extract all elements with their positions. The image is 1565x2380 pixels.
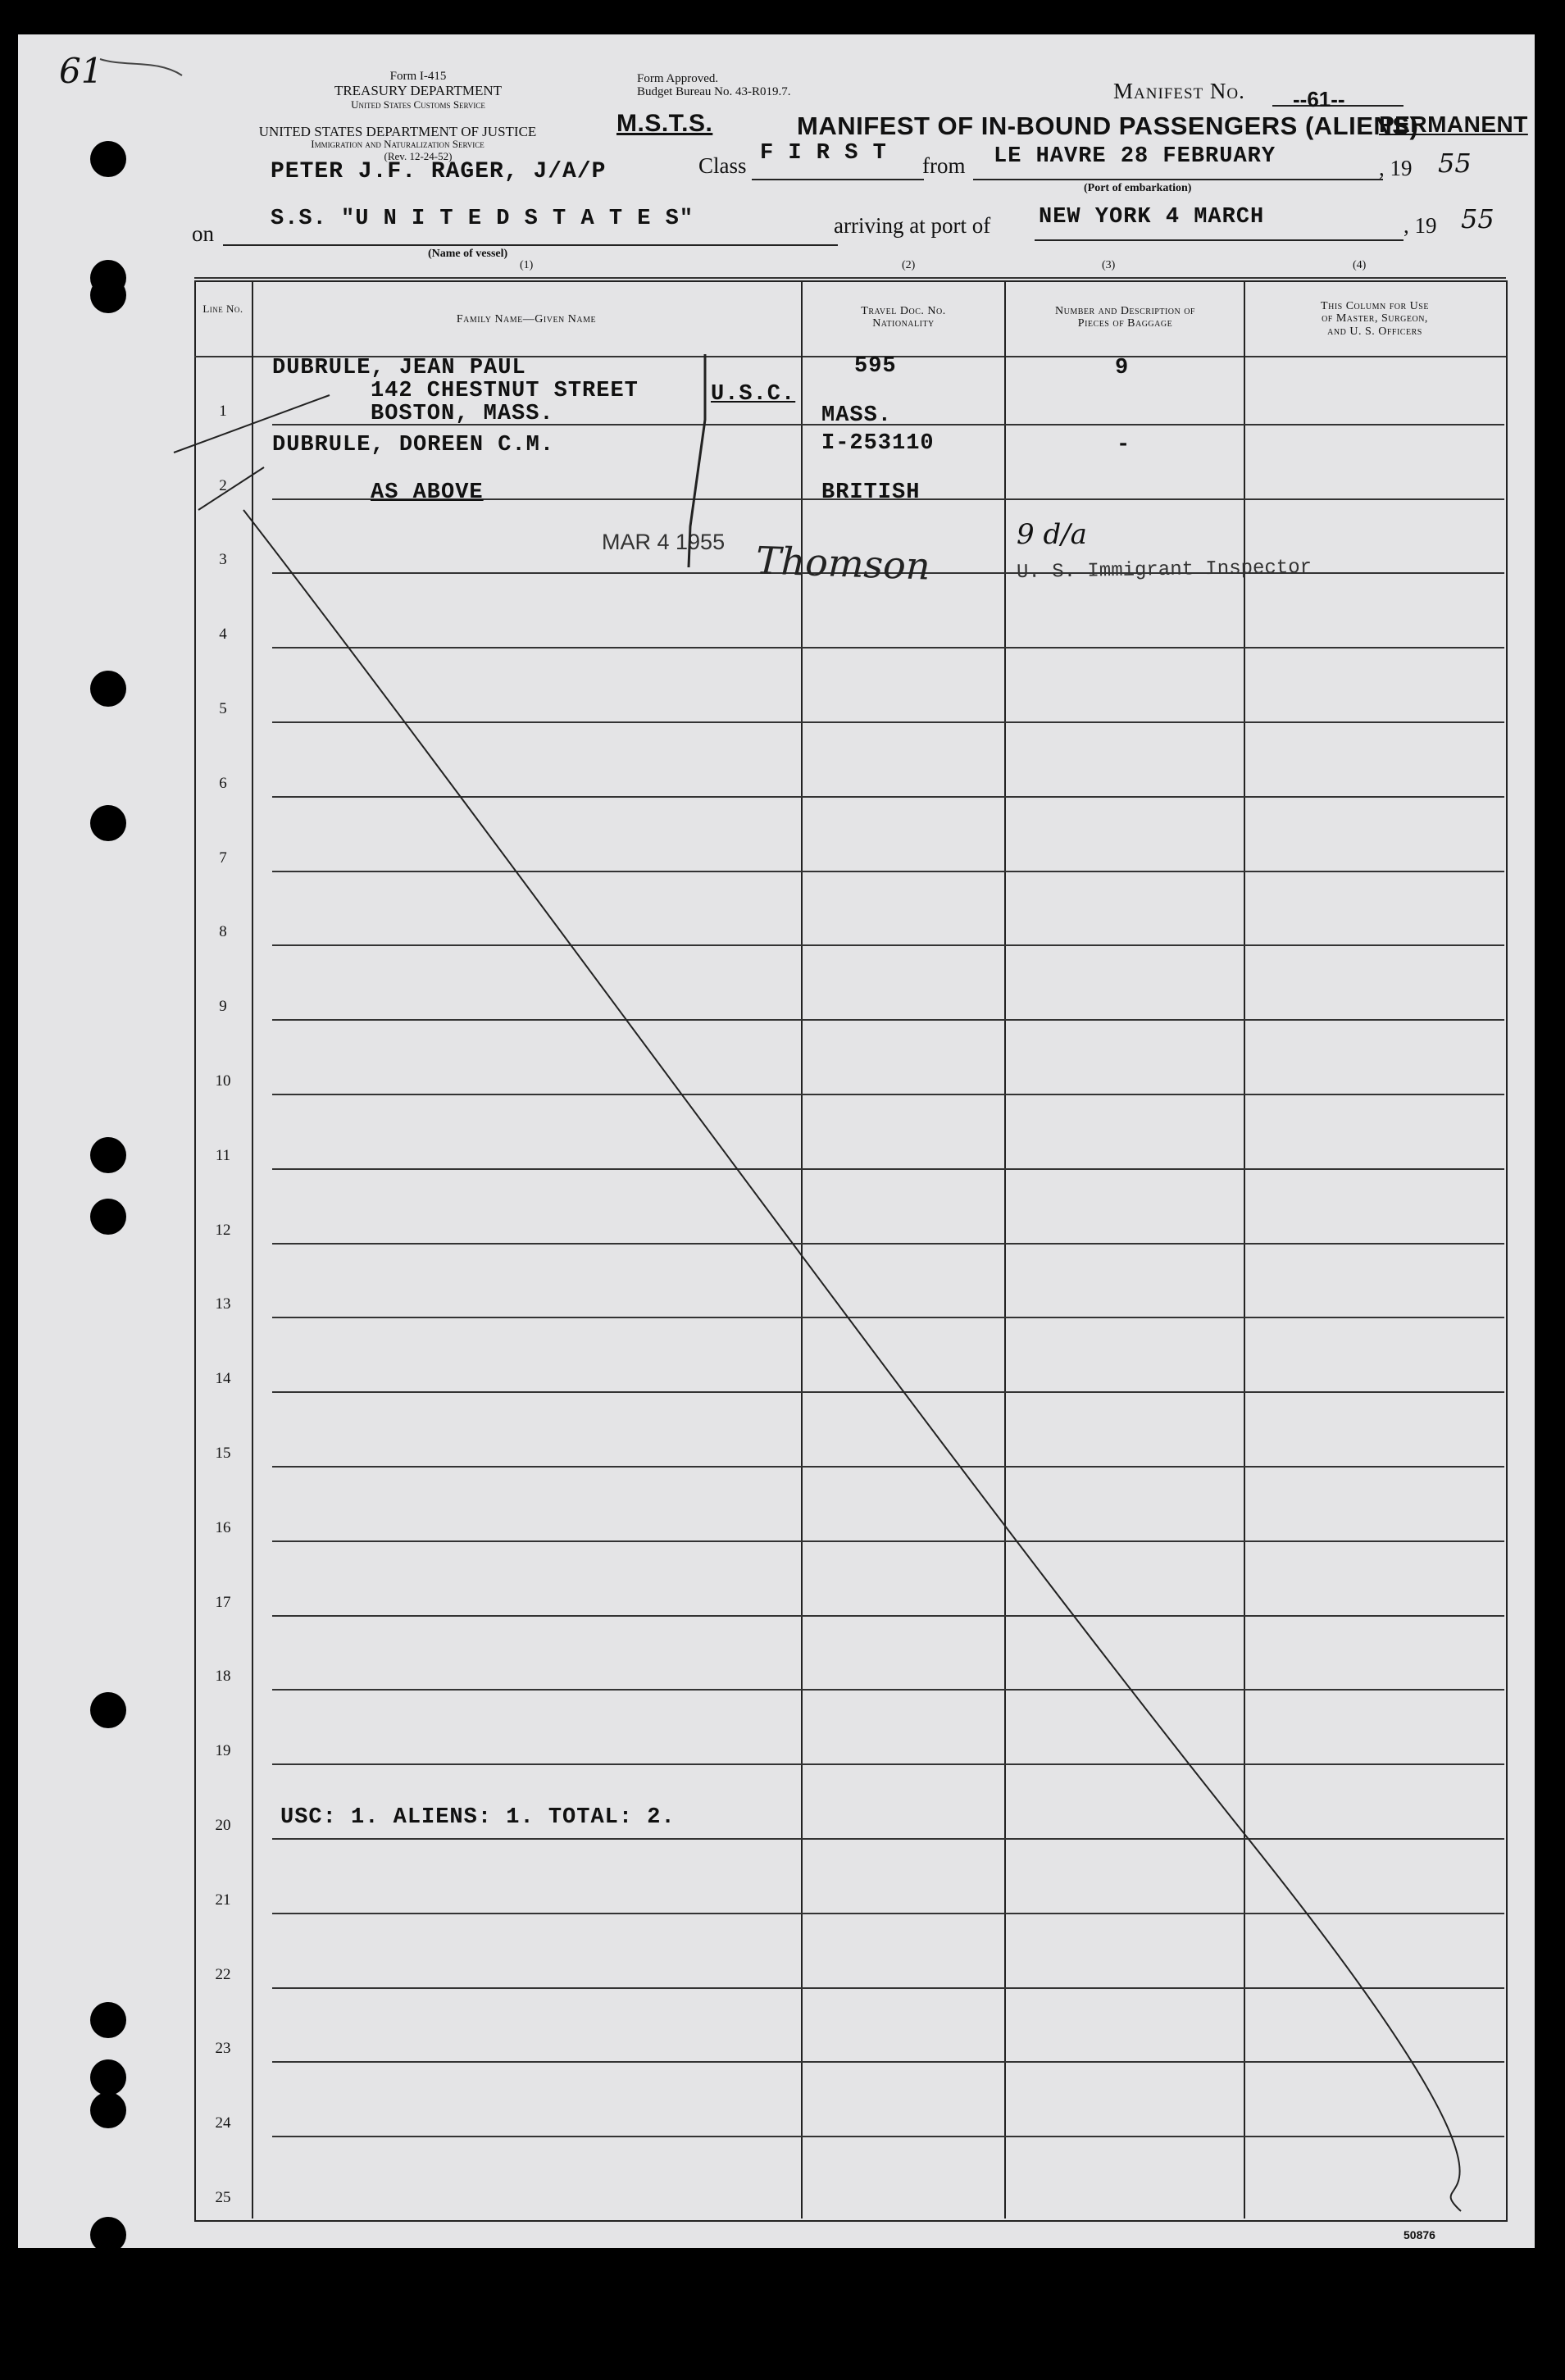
row-rule [272, 1838, 1504, 1840]
row-number: 8 [219, 923, 227, 941]
treasury-dept: TREASURY DEPARTMENT [334, 83, 503, 98]
year-prefix-2: , 19 [1403, 213, 1437, 238]
embarkation-port: LE HAVRE 28 FEBRUARY [994, 144, 1276, 169]
punch-hole [90, 2092, 126, 2128]
col-num-2: (2) [902, 259, 916, 271]
row-number: 21 [215, 1891, 231, 1909]
punch-hole [90, 2059, 126, 2096]
on-label: on [192, 221, 214, 246]
row-number: 14 [215, 1370, 231, 1388]
passenger-1-address-2: BOSTON, MASS. [371, 402, 554, 426]
arriving-label: arriving at port of [834, 213, 991, 238]
port-caption: (Port of embarkation) [1084, 182, 1192, 194]
row-number: 10 [215, 1072, 231, 1090]
row-rule [272, 2136, 1504, 2137]
year-handwritten-2: 55 [1461, 203, 1494, 234]
row-number: 12 [215, 1221, 231, 1239]
inspector-signature: Thomson [755, 538, 931, 589]
row-rule [272, 1317, 1504, 1318]
manifest-page [18, 34, 1535, 2248]
row-rule [272, 1615, 1504, 1617]
row-number: 20 [215, 1817, 231, 1834]
row-number: 24 [215, 2114, 231, 2132]
passenger-1-baggage: 9 [1115, 356, 1130, 380]
manifest-title: MANIFEST OF IN-BOUND PASSENGERS (ALIENS) [797, 111, 1419, 140]
header-baggage [1008, 305, 1242, 330]
budget-bureau: Budget Bureau No. 43-R019.7. [637, 85, 791, 98]
passenger-2-doc: I-253110 [821, 431, 935, 456]
from-label: from [922, 153, 966, 178]
row-number: 17 [215, 1593, 231, 1611]
header-officers [1248, 300, 1502, 338]
arrival-port: NEW YORK 4 MARCH [1039, 205, 1265, 230]
header-line-no: Line No. [202, 303, 243, 315]
row-rule [272, 647, 1504, 648]
revision: (Rev. 12-24-52) [384, 150, 453, 162]
col-num-1: (1) [520, 259, 534, 271]
header-travel-doc-line1: Travel Doc. No. [861, 305, 946, 317]
vessel-caption: (Name of vessel) [428, 248, 508, 260]
year-prefix-1: , 19 [1379, 156, 1413, 180]
row-rule [272, 1987, 1504, 1989]
row-number: 22 [215, 1965, 231, 1983]
col-num-4: (4) [1353, 259, 1367, 271]
row-number: 19 [215, 1742, 231, 1760]
year-handwritten-1: 55 [1438, 148, 1472, 179]
vessel-name: S.S. "U N I T E D S T A T E S" [271, 207, 694, 231]
row-rule [272, 1019, 1504, 1021]
row-rule [272, 1168, 1504, 1170]
passenger-1-doc: 595 [854, 354, 897, 379]
row-number: 2 [219, 476, 227, 494]
header-travel-doc [805, 305, 1002, 330]
class-value: F I R S T [760, 141, 887, 166]
passenger-2-name: DUBRULE, DOREEN C.M. [272, 433, 555, 457]
row-number: 7 [219, 849, 227, 867]
punch-hole [90, 1137, 126, 1173]
permanent-label: PERMANENT [1379, 111, 1528, 137]
dept-justice: UNITED STATES DEPARTMENT OF JUSTICE [258, 124, 537, 139]
form-number: Form I-415 [389, 70, 447, 83]
form-stock-number: 50876 [1403, 2228, 1435, 2241]
margin-note: 61 [59, 51, 103, 91]
row-rule [272, 1243, 1504, 1245]
passenger-1-name: DUBRULE, JEAN PAUL [272, 356, 526, 380]
row-rule [272, 1763, 1504, 1765]
header-name: Family Name—Given Name [456, 313, 597, 325]
punch-hole [90, 1692, 126, 1728]
punch-hole [90, 2217, 126, 2253]
ins-service: Immigration and Naturalization Service [311, 138, 485, 150]
header-nationality: Nationality [872, 317, 935, 330]
header-baggage-line1: Number and Description of [1054, 305, 1195, 317]
row-number: 15 [215, 1445, 231, 1462]
msts-label: M.S.T.S. [616, 110, 713, 137]
row-rule [272, 1391, 1504, 1393]
row-rule [272, 1689, 1504, 1691]
punch-hole [90, 141, 126, 177]
passenger-summary: USC: 1. ALIENS: 1. TOTAL: 2. [280, 1805, 676, 1830]
row-number: 5 [219, 700, 227, 717]
header-officers-line1: This Column for Use [1321, 300, 1429, 312]
row-rule [272, 1466, 1504, 1468]
row-rule [272, 796, 1504, 798]
row-rule [272, 1540, 1504, 1542]
class-label: Class [698, 153, 747, 178]
form-approved: Form Approved. [637, 72, 719, 85]
passenger-2-address: AS ABOVE [371, 480, 484, 505]
punch-hole [90, 805, 126, 841]
inspection-date-stamp: MAR 4 1955 [602, 530, 726, 554]
customs-service: United States Customs Service [351, 98, 485, 111]
punch-hole [90, 1199, 126, 1235]
header-officers-line2: of Master, Surgeon, [1322, 312, 1428, 325]
row-number: 9 [219, 998, 227, 1016]
row-rule [272, 1094, 1504, 1095]
manifest-number: --61-- [1293, 87, 1345, 111]
header-baggage-line2: Pieces of Baggage [1077, 317, 1173, 330]
row-number: 25 [215, 2189, 231, 2206]
officer-name: PETER J.F. RAGER, J/A/P [271, 159, 607, 184]
row-number: 4 [219, 626, 227, 644]
row-number: 16 [215, 1518, 231, 1536]
header-officers-line3: and U. S. Officers [1327, 325, 1422, 338]
row-number: 6 [219, 774, 227, 792]
inspector-title: U. S. Immigrant Inspector [1016, 556, 1313, 585]
row-number: 1 [219, 402, 227, 420]
passenger-1-usc: U.S.C. [711, 382, 796, 407]
passenger-1-nationality: MASS. [821, 403, 893, 428]
passenger-2-nationality: BRITISH [821, 480, 921, 505]
row-rule [272, 721, 1504, 723]
passenger-1-address-1: 142 CHESTNUT STREET [371, 379, 639, 403]
row-rule [272, 871, 1504, 872]
row-rule [272, 944, 1504, 946]
baggage-note: 9 d/a [1017, 518, 1087, 551]
punch-hole [90, 671, 126, 707]
punch-hole [90, 2002, 126, 2038]
row-number: 18 [215, 1668, 231, 1686]
punch-hole [90, 277, 126, 313]
row-number: 23 [215, 2040, 231, 2058]
row-rule [272, 1913, 1504, 1914]
row-number: 13 [215, 1295, 231, 1313]
manifest-no-label: Manifest No. [1113, 79, 1245, 103]
row-number: 3 [219, 551, 227, 569]
passenger-2-baggage: - [1117, 433, 1131, 457]
row-rule [272, 2061, 1504, 2063]
margin-squiggle [100, 59, 182, 75]
col-num-3: (3) [1102, 259, 1116, 271]
row-number: 11 [215, 1146, 231, 1164]
